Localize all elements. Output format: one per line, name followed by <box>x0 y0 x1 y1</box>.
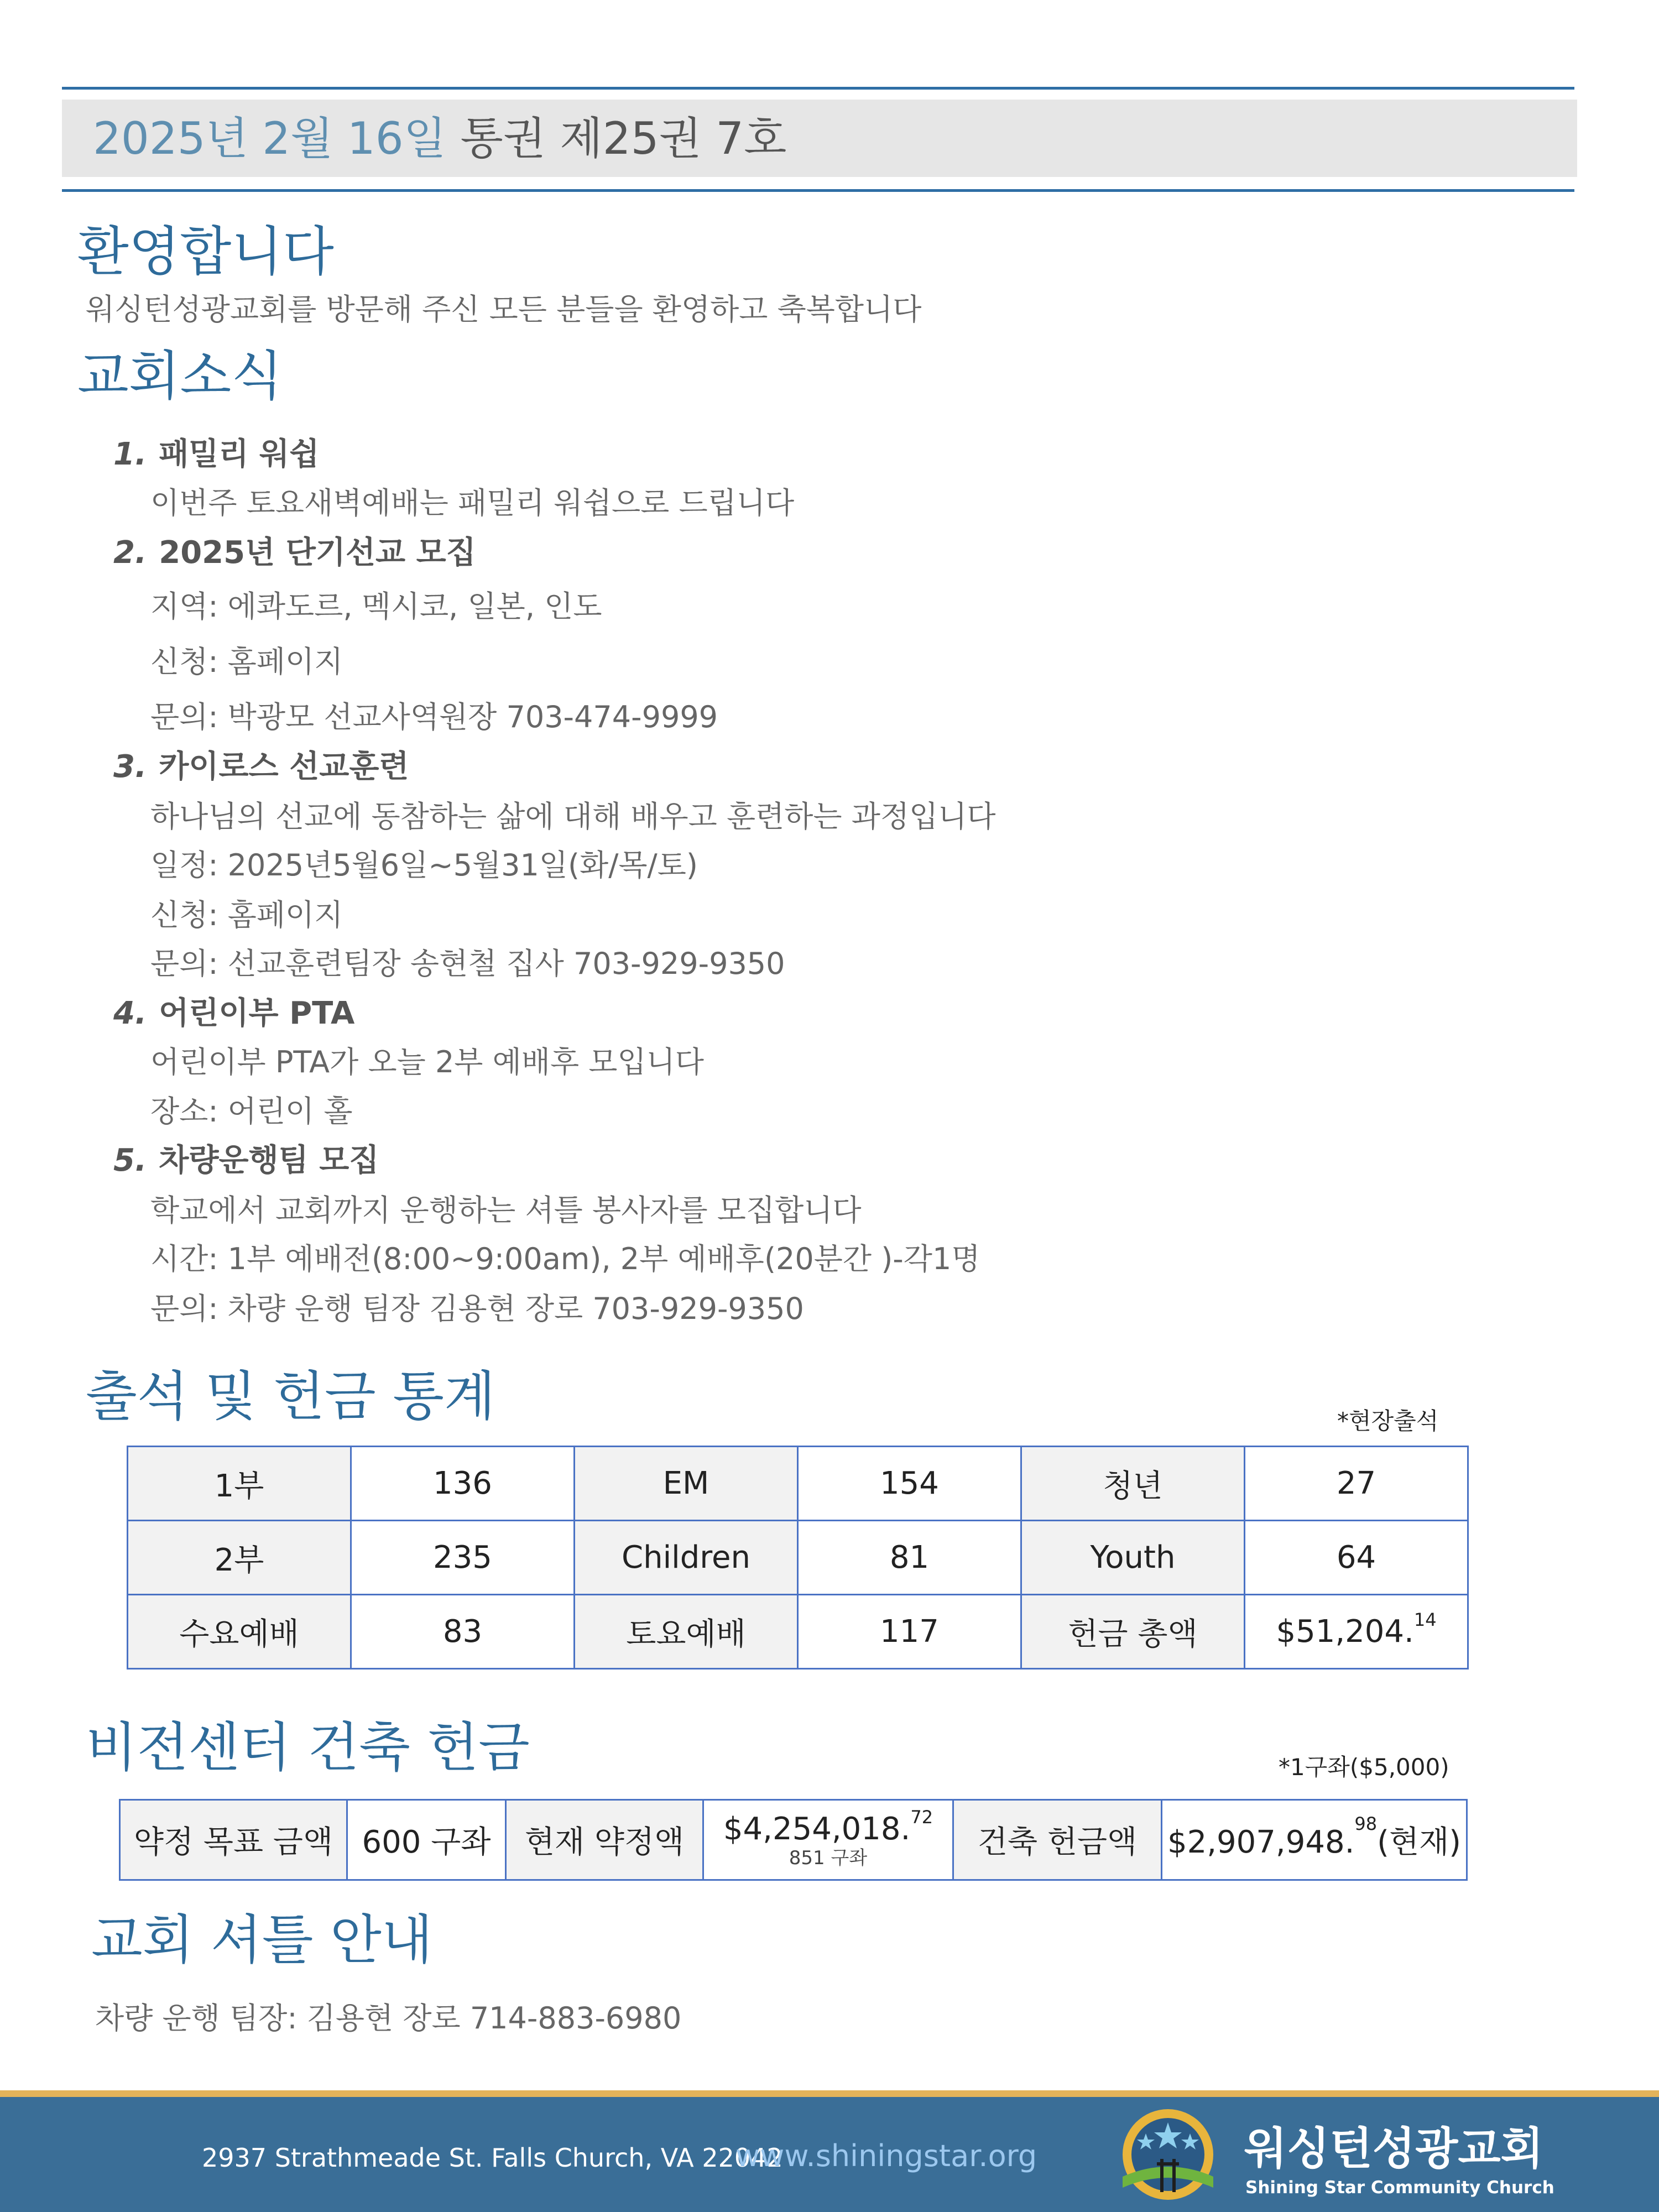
stats-value-cell: 117 <box>798 1595 1021 1669</box>
stats-label-cell: 토요예배 <box>575 1595 798 1669</box>
news-item-title-text: 카이로스 선교훈련 <box>159 749 409 785</box>
pledged-amount-cell <box>703 1800 953 1880</box>
pledged-units: 851 구좌 <box>789 1846 868 1869</box>
bulletin-volume: 통권 제25권 7호 <box>460 113 787 164</box>
stats-label-cell: 2부 <box>128 1521 351 1595</box>
vision-label-cell: 건축 헌금액 <box>953 1800 1162 1880</box>
news-item-number: 3. <box>113 749 147 785</box>
stats-value-cell: 83 <box>351 1595 575 1669</box>
church-name-english: Shining Star Community Church <box>1245 2178 1554 2198</box>
church-logo-icon <box>1113 2106 1223 2205</box>
table-row <box>120 1800 1467 1880</box>
footer-accent-rule <box>0 2090 1659 2097</box>
vision-heading: 비전센터 건축 헌금 <box>86 1717 530 1778</box>
stats-label-cell: Youth <box>1021 1521 1245 1595</box>
header-bottom-rule <box>62 189 1574 192</box>
news-item-line: 일정: 2025년5월6일~5월31일(화/목/토) <box>150 848 698 883</box>
news-item-title <box>113 1141 379 1180</box>
news-item-line: 신청: 홈페이지 <box>150 898 343 932</box>
news-item-line: 이번주 토요새벽예배는 패밀리 워쉽으로 드립니다 <box>150 486 795 520</box>
stats-label-cell: 1부 <box>128 1447 351 1521</box>
news-item-line: 학교에서 교회까지 운행하는 셔틀 봉사자를 모집합니다 <box>150 1193 862 1228</box>
footer-address: 2937 Strathmeade St. Falls Church, VA 22042 <box>202 2143 783 2173</box>
news-item-line: 문의: 선교훈련팀장 송현철 집사 703-929-9350 <box>150 946 785 981</box>
news-item-title-text: 패밀리 워쉽 <box>159 436 320 472</box>
news-item-line: 문의: 차량 운행 팀장 김용현 장로 703-929-9350 <box>150 1291 804 1326</box>
stats-value-cell: 154 <box>798 1447 1021 1521</box>
vision-label-cell: 약정 목표 금액 <box>120 1800 347 1880</box>
news-item-line: 신청: 홈페이지 <box>150 644 343 679</box>
table-row <box>128 1521 1468 1595</box>
stats-note: *현장출석 <box>1337 1407 1439 1434</box>
building-amount-cell <box>1162 1800 1467 1880</box>
building-suffix: (현재) <box>1377 1824 1462 1860</box>
pledged-amount: $4,254,018. <box>723 1811 911 1847</box>
news-item-title <box>113 435 319 474</box>
stats-label-cell: EM <box>575 1447 798 1521</box>
vision-label-cell: 현재 약정액 <box>506 1800 703 1880</box>
welcome-text: 워싱턴성광교회를 방문해 주신 모든 분들을 환영하고 축복합니다 <box>86 292 922 327</box>
table-row <box>128 1595 1468 1669</box>
vision-value-cell: 600 구좌 <box>347 1800 506 1880</box>
stats-value-cell: 81 <box>798 1521 1021 1595</box>
news-heading: 교회소식 <box>77 345 283 407</box>
news-item-title <box>113 748 409 786</box>
news-item-line: 시간: 1부 예배전(8:00~9:00am), 2부 예배후(20분간 )-각1명 <box>150 1241 980 1276</box>
header-top-rule <box>62 87 1574 90</box>
stats-value-cell: 27 <box>1245 1447 1468 1521</box>
vision-table <box>119 1799 1468 1881</box>
shuttle-text: 차량 운행 팀장: 김용현 장로 714-883-6980 <box>95 2001 682 2036</box>
stats-value-cell: 64 <box>1245 1521 1468 1595</box>
church-name-korean: 워싱턴성광교회 <box>1244 2123 1543 2174</box>
stats-label-cell: 헌금 총액 <box>1021 1595 1245 1669</box>
news-item-number: 2. <box>113 535 147 571</box>
news-item-number: 5. <box>113 1142 147 1178</box>
offering-total-cents: 14 <box>1413 1609 1437 1630</box>
building-amount: $2,907,948. <box>1167 1824 1355 1860</box>
stats-table <box>127 1446 1469 1670</box>
stats-label-cell: Children <box>575 1521 798 1595</box>
building-cents: 98 <box>1354 1813 1378 1834</box>
news-item-line: 장소: 어린이 홀 <box>150 1094 353 1129</box>
news-item-line: 어린이부 PTA가 오늘 2부 예배후 모입니다 <box>150 1045 704 1079</box>
bulletin-header <box>93 108 786 169</box>
news-item-title <box>113 534 476 572</box>
stats-label-cell: 청년 <box>1021 1447 1245 1521</box>
news-item-title-text: 어린이부 PTA <box>159 995 355 1031</box>
news-item-number: 4. <box>113 995 147 1031</box>
news-item-title-text: 차량운행팀 모집 <box>159 1142 379 1178</box>
news-item-line: 하나님의 선교에 동참하는 삶에 대해 배우고 훈련하는 과정입니다 <box>150 799 996 834</box>
news-item-line: 문의: 박광모 선교사역원장 703-474-9999 <box>150 700 718 734</box>
welcome-heading: 환영합니다 <box>77 221 334 283</box>
stats-value-cell: 136 <box>351 1447 575 1521</box>
stats-value-cell: 235 <box>351 1521 575 1595</box>
news-item-title-text: 2025년 단기선교 모집 <box>159 535 476 571</box>
bulletin-date: 2025년 2월 16일 <box>93 113 446 164</box>
pledged-cents: 72 <box>910 1806 933 1828</box>
offering-total-cell <box>1245 1595 1468 1669</box>
shuttle-heading: 교회 셔틀 안내 <box>91 1909 433 1971</box>
table-row <box>128 1447 1468 1521</box>
stats-heading: 출석 및 헌금 통계 <box>86 1365 495 1427</box>
news-item-number: 1. <box>113 436 147 472</box>
stats-label-cell: 수요예배 <box>128 1595 351 1669</box>
news-item-title <box>113 994 354 1033</box>
vision-note: *1구좌($5,000) <box>1279 1754 1449 1781</box>
footer-website-link[interactable]: www.shiningstar.org <box>735 2138 1037 2173</box>
news-item-line: 지역: 에콰도르, 멕시코, 일본, 인도 <box>150 589 602 624</box>
offering-total-amount: $51,204. <box>1276 1614 1414 1650</box>
